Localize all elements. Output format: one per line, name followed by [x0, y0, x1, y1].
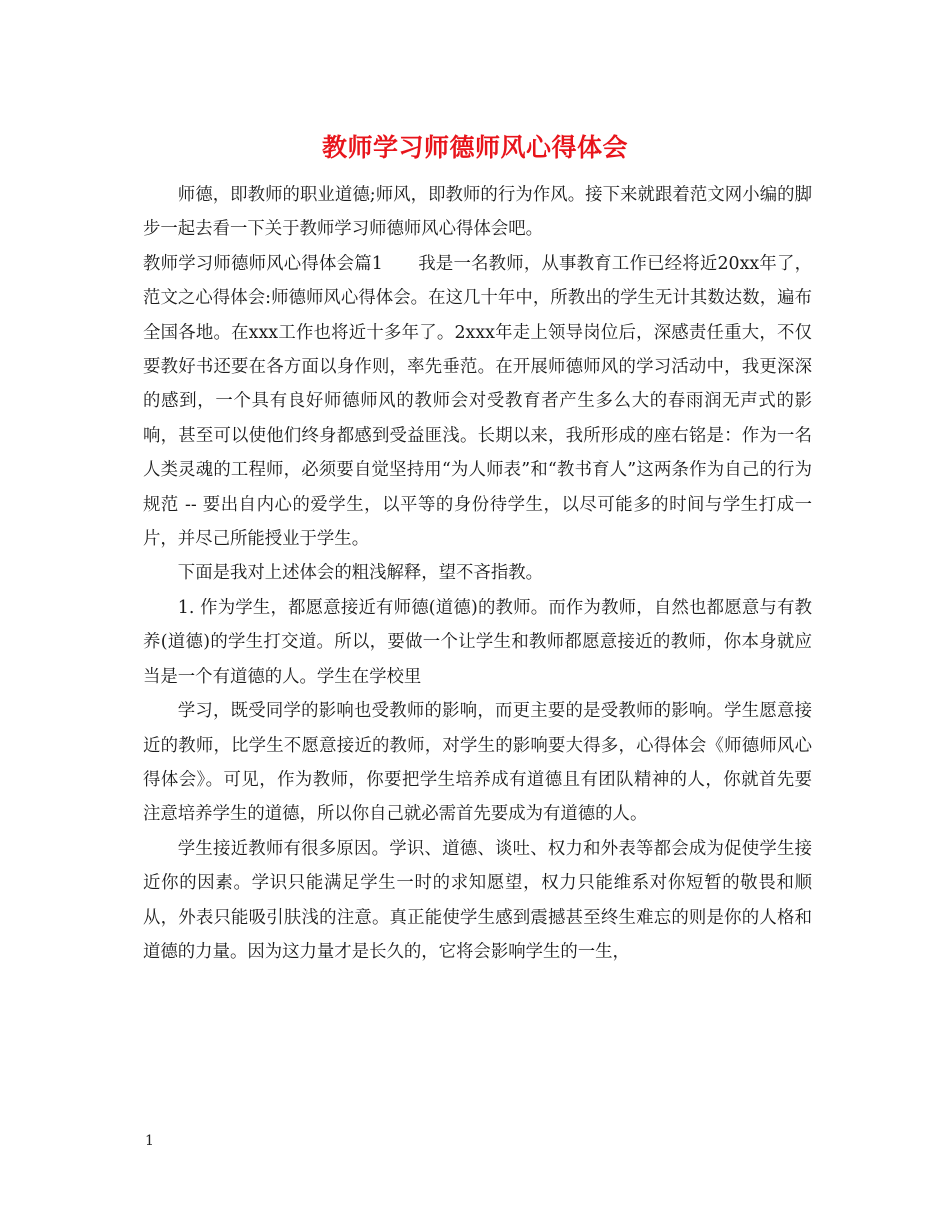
paragraph-explanation-intro: 下面是我对上述体会的粗浅解释，望不吝指教。 [177, 563, 544, 584]
paragraph-reasons: 学生接近教师有很多原因。学识、道德、谈吐、权力和外表等都会成为促使学生接近你的因素。学识只能满足学生一时的求知愿望，权力只能维系对你短暂的敬畏和顺从，外表只能吸引肤浅的注意。真正能使学生感到震撼甚至终生难忘的则是你的人格和道德的力量。因为这力量才是长久的，它将会影响学生的一生， [143, 838, 812, 962]
document-body [143, 178, 812, 969]
paragraph-intro: 师德，即教师的职业道德;师风，即教师的行为作风。接下来就跟着范文网小编的脚步一起去看一下关于教师学习师德师风心得体会吧。 [143, 185, 812, 240]
paragraph-point-1: 1. 作为学生，都愿意接近有师德(道德)的教师。而作为教师，自然也都愿意与有教养(道德)的学生打交道。所以，要做一个让学生和教师都愿意接近的教师，你本身就应当是一个有道德的人。学生在学校里 [143, 597, 812, 687]
paragraph-article-1: 教师学习师德师风心得体会篇1 我是一名教师，从事教育工作已经将近20xx年了，范文之心得体会:师德师风心得体会。在这几十年中，所教出的学生无计其数达数，遍布全国各地。在xxx工作也将近十多年了。2xxx年走上领导岗位后，深感责任重大，不仅要教好书还要在各方面以身作则，率先垂范。在开展师德师风的学习活动中，我更深深的感到，一个具有良好师德师风的教师会对受教育者产生多么大的春雨润无声式的影响，甚至可以使他们终身都感到受益匪浅。长期以来，我所形成的座右铭是：作为一名人类灵魂的工程师，必须要自觉坚持用“为人师表”和“教书育人”这两条作为自己的行为规范 -- 要出自内心的爱学生，以平等的身份待学生，以尽可能多的时间与学生打成一片，并尽己所能授业于学生。 [143, 253, 812, 550]
page-number: 1 [145, 1133, 154, 1149]
paragraph-study-influence: 学习，既受同学的影响也受教师的影响，而更主要的是受教师的影响。学生愿意接近的教师，比学生不愿意接近的教师，对学生的影响要大得多，心得体会《师德师风心得体会》。可见，作为教师，你要把学生培养成有道德且有团队精神的人，你就首先要注意培养学生的道德，所以你自己就必需首先要成为有道德的人。 [143, 701, 812, 825]
document-title: 教师学习师德师风心得体会 [321, 133, 628, 162]
